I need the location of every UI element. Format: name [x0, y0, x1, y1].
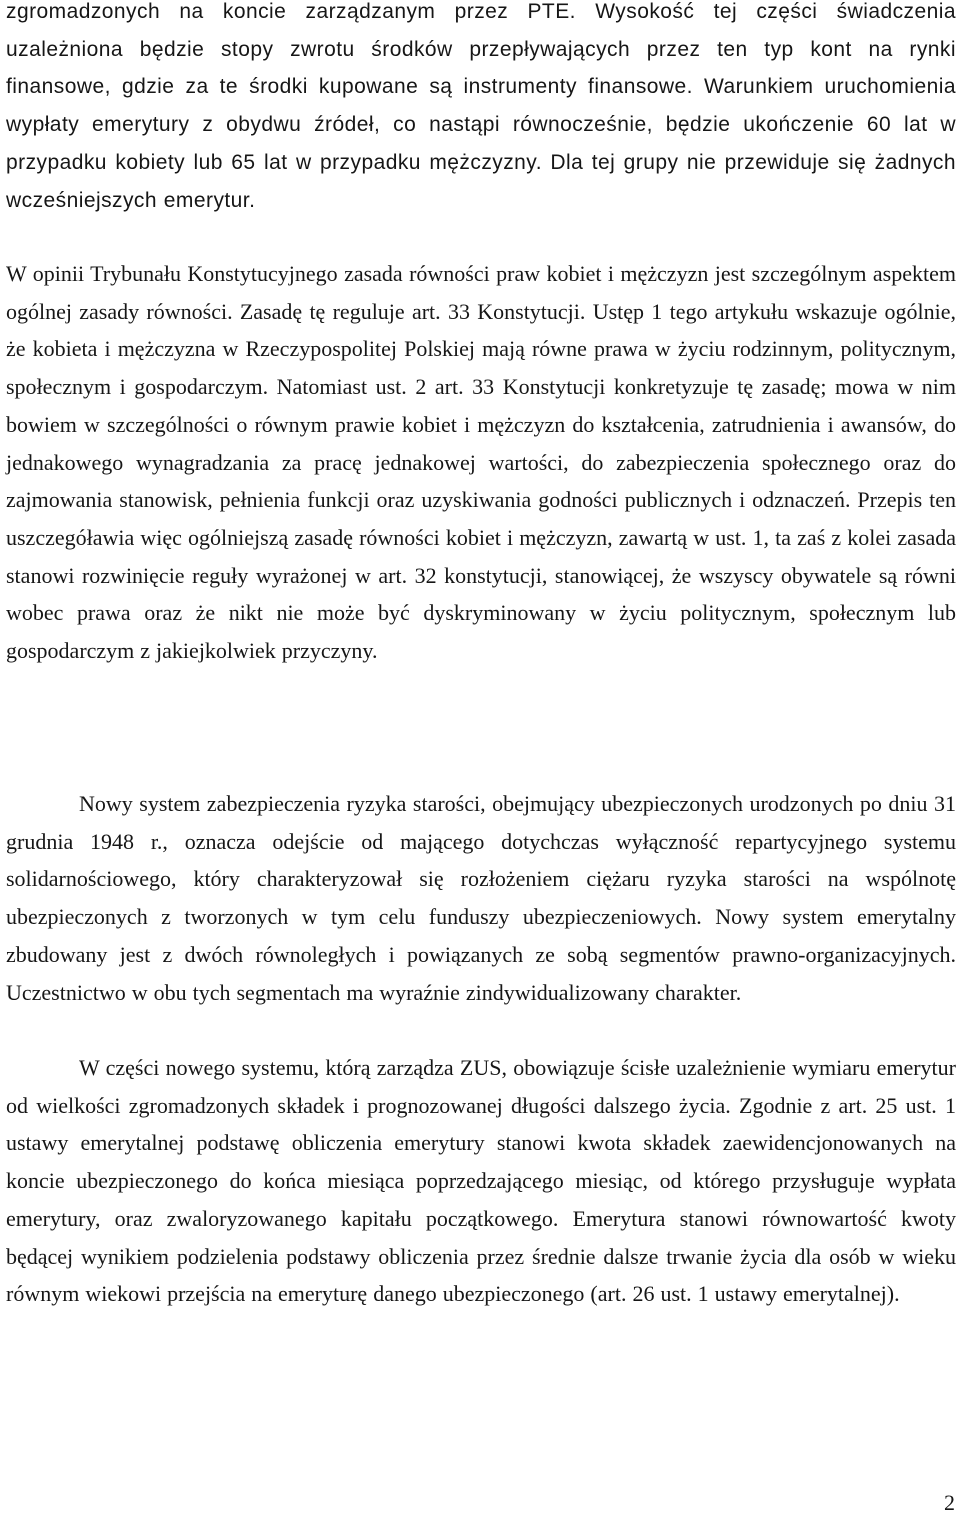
paragraph-zus-pension-calculation: W części nowego systemu, którą zarządza ZUS, obowiązuje ścisłe uzależnienie wymiaru emerytur od wielkości zgromadzonych składek i prognozowanej długości dalszego życia. Zgodnie z art. 25 ust. 1 ustawy emerytalnej podstawę obliczenia emerytury stanowi kwota składek zaewidencjonowanych na koncie ubezpieczonego do końca miesiąca poprzedzającego miesiąc, od którego przysługuje wypłata emerytury, oraz zwaloryzowanego kapitału początkowego. Emerytura stanowi równowartość kwoty będącej wynikiem podzielenia podstawy obliczenia przez średnie dalsze trwanie życia dla osób w wieku równym wiekowi przejścia na emeryturę danego ubezpieczonego (art. 26 ust. 1 ustawy emerytalnej).	[6, 1055, 956, 1307]
paragraph-pension-withdrawal: zgromadzonych na koncie zarządzanym przez PTE. Wysokość tej części świadczenia uzależniona będzie stopy zwrotu środków przepływających przez ten typ kont na rynki finansowe, gdzie za te środki kupowane są instrumenty finansowe. Warunkiem uruchomienia wypłaty emerytury z obydwu źródeł, co nastąpi równocześnie, będzie ukończenie 60 lat w przypadku kobiety lub 65 lat w przypadku mężczyzny. Dla tej grupy nie przewiduje się żadnych wcześniejszych emerytur.	[6, 0, 956, 212]
paragraph-constitutional-equality: W opinii Trybunału Konstytucyjnego zasada równości praw kobiet i mężczyzn jest szczególnym aspektem ogólnej zasady równości. Zasadę tę reguluje art. 33 Konstytucji. Ustęp 1 tego artykułu wskazuje ogólnie, że kobieta i mężczyzna w Rzeczypospolitej Polskiej mają równe prawa w życiu rodzinnym, politycznym, społecznym i gospodarczym. Natomiast ust. 2 art. 33 Konstytucji konkretyzuje tę zasadę; mowa w nim bowiem w szczególności o równym prawie kobiet i mężczyzn do kształcenia, zatrudnienia i awansów, do jednakowego wynagradzania za pracę jednakowej wartości, do zabezpieczenia społecznego oraz do zajmowania stanowisk, pełnienia funkcji oraz uzyskiwania godności publicznych i odznaczeń. Przepis ten uszczegóławia więc ogólniejszą zasadę równości kobiet i mężczyzn, zawartą w ust. 1, ta zaś z kolei zasada stanowi rozwinięcie reguły wyrażonej w art. 32 konstytucji, stanowiącej, że wszyscy obywatele są równi wobec prawa oraz że nikt nie może być dyskryminowany w życiu politycznym, społecznym lub gospodarczym z jakiejkolwiek przyczyny.	[6, 261, 956, 664]
page-number: 2	[944, 1490, 955, 1515]
paragraph-new-pension-system: Nowy system zabezpieczenia ryzyka starości, obejmujący ubezpieczonych urodzonych po dniu 31 grudnia 1948 r., oznacza odejście od mającego dotychczas wyłączność repartycyjnego systemu solidarnościowego, który charakteryzował się rozłożeniem ciężaru ryzyka starości na wspólnotę ubezpieczonych z tworzonych w tym celu funduszy ubezpieczeniowych. Nowy system emerytalny zbudowany jest z dwóch równoległych i powiązanych ze sobą segmentów prawno-organizacyjnych. Uczestnictwo w obu tych segmentach ma wyraźnie zindywidualizowany charakter.	[6, 791, 956, 1005]
